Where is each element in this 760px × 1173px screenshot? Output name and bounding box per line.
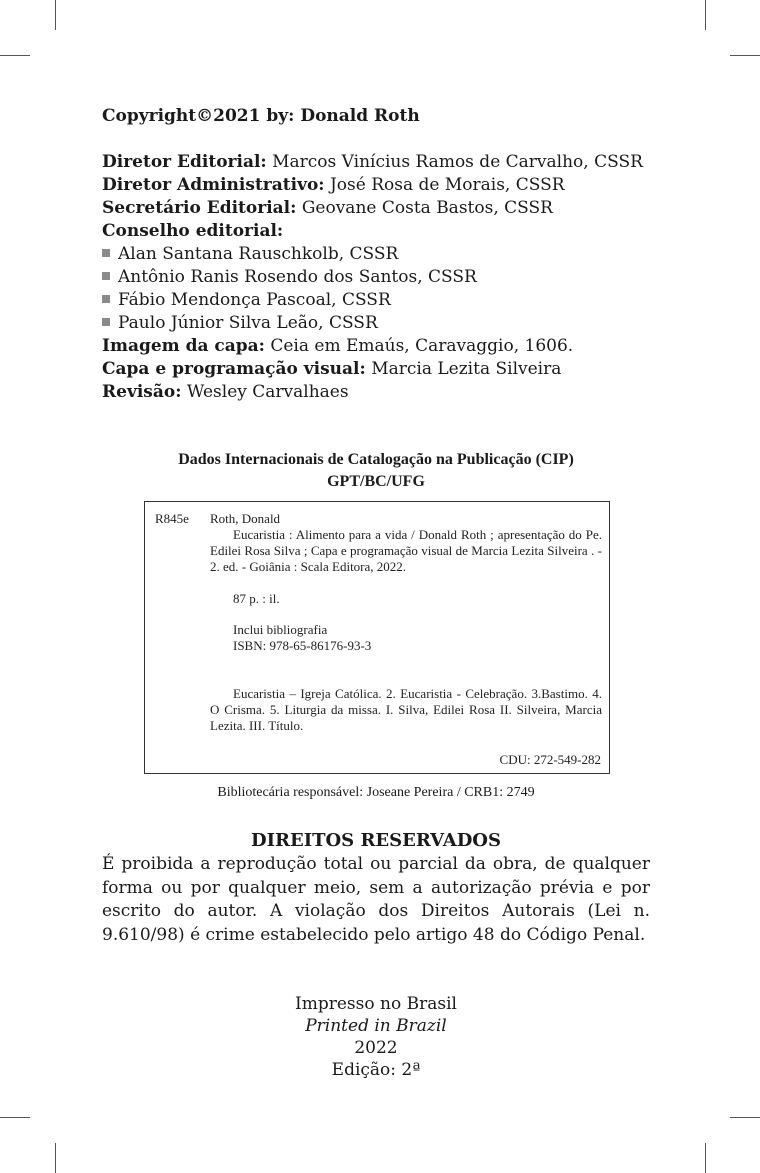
- credit-diretor-editorial: [102, 151, 662, 174]
- credit-imagem-capa: [102, 335, 662, 358]
- credit-label: Revisão:: [102, 382, 182, 402]
- crop-mark-top-right: [705, 0, 706, 30]
- credit-label: Diretor Administrativo:: [102, 175, 325, 195]
- rights-text: É proibida a reprodução total ou parcial da obra, de qualquer forma ou por qualquer meio, sem a autorização prévia e por escrito do autor. A violação dos Direitos Autorais (Lei n. 9.610/98) é crime estabelecido pelo artigo 48 do Código Penal.: [102, 854, 650, 945]
- conselho-member: [102, 312, 662, 335]
- credits-block: [102, 151, 662, 404]
- credit-label: Conselho editorial:: [102, 221, 284, 241]
- credit-label: Capa e programação visual:: [102, 359, 366, 379]
- credit-value: Marcia Lezita Silveira: [371, 359, 562, 379]
- cip-author: Roth, Donald: [210, 511, 281, 526]
- conselho-member: [102, 289, 662, 312]
- crop-mark-top-right-h: [730, 55, 760, 56]
- cip-heading: Dados Internacionais de Catalogação na Publicação (CIP): [178, 451, 574, 468]
- credit-value: Wesley Carvalhaes: [186, 382, 349, 402]
- bullet-square-icon: [102, 318, 110, 326]
- credit-secretario-editorial: [102, 197, 662, 220]
- bullet-square-icon: [102, 295, 110, 303]
- cip-pages: 87 p. : il.: [233, 591, 280, 606]
- cip-description: Eucaristia : Alimento para a vida / Donald Roth ; apresentação do Pe. Edilei Rosa Silva ; Capa e programação visual de Marcia Lezita Silveira . - 2. ed. - Goiânia : Scala Editora, 2022.: [210, 527, 602, 574]
- cip-call-number: R845e: [155, 511, 189, 526]
- conselho-member: [102, 243, 662, 266]
- credit-value: Marcos Vinícius Ramos de Carvalho, CSSR: [272, 152, 643, 172]
- copyright-line: Copyright©2021 by: Donald Roth: [102, 106, 420, 126]
- imprint-block: [102, 993, 650, 1081]
- member-name: Alan Santana Rauschkolb, CSSR: [118, 244, 399, 264]
- credit-value: Geovane Costa Bastos, CSSR: [301, 198, 553, 218]
- cip-bibliography: Inclui bibliografia: [233, 622, 328, 637]
- member-name: Fábio Mendonça Pascoal, CSSR: [118, 290, 391, 310]
- crop-mark-bottom-right: [705, 1143, 706, 1173]
- crop-mark-top-left: [55, 0, 56, 30]
- imprint-edition: Edição: 2ª: [331, 1060, 421, 1080]
- member-name: Antônio Ranis Rosendo dos Santos, CSSR: [118, 267, 477, 287]
- cip-cdu: CDU: 272-549-282: [499, 752, 601, 767]
- credit-value: Ceia em Emaús, Caravaggio, 1606.: [270, 336, 574, 356]
- credit-conselho-label: [102, 220, 662, 243]
- credit-label: Imagem da capa:: [102, 336, 265, 356]
- cip-subheading: GPT/BC/UFG: [327, 473, 425, 490]
- rights-title: DIREITOS RESERVADOS: [250, 830, 501, 851]
- crop-mark-bottom-left-h: [0, 1117, 30, 1118]
- crop-mark-bottom-left: [55, 1143, 56, 1173]
- cip-heading-block: [102, 449, 650, 493]
- credit-label: Secretário Editorial:: [102, 198, 297, 218]
- printed-in-pt: Impresso no Brasil: [295, 994, 457, 1014]
- credit-value: José Rosa de Morais, CSSR: [329, 175, 565, 195]
- cip-catalog-card: [144, 501, 610, 774]
- crop-mark-top-left-h: [0, 55, 30, 56]
- librarian-line: Bibliotecária responsável: Joseane Pereira / CRB1: 2749: [217, 785, 535, 800]
- crop-mark-bottom-right-h: [730, 1117, 760, 1118]
- credit-diretor-administrativo: [102, 174, 662, 197]
- credit-revisao: [102, 381, 662, 404]
- credit-label: Diretor Editorial:: [102, 152, 267, 172]
- member-name: Paulo Júnior Silva Leão, CSSR: [118, 313, 378, 333]
- bullet-square-icon: [102, 272, 110, 280]
- cip-subjects: Eucaristia – Igreja Católica. 2. Eucaristia - Celebração. 3.Bastimo. 4. O Crisma. 5. Liturgia da missa. I. Silva, Edilei Rosa II. Silveira, Marcia Lezita. III. Título.: [210, 686, 602, 733]
- conselho-member: [102, 266, 662, 289]
- bullet-square-icon: [102, 249, 110, 257]
- imprint-year: 2022: [354, 1038, 398, 1058]
- cip-isbn: ISBN: 978-65-86176-93-3: [233, 638, 372, 653]
- credit-capa-programacao: [102, 358, 662, 381]
- printed-in-en: Printed in Brazil: [305, 1016, 447, 1036]
